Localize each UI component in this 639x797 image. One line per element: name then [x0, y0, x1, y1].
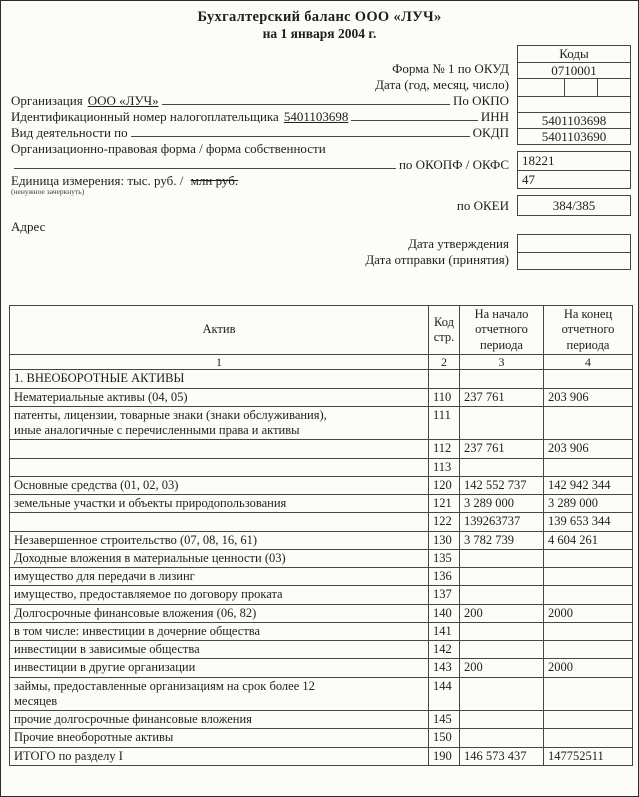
row-begin-value: [460, 370, 544, 388]
row-end-value: 139 653 344: [544, 513, 633, 531]
okdp-code-cell: [518, 128, 630, 144]
table-row: [10, 568, 633, 586]
table-row: [10, 747, 633, 765]
row-name: Доходные вложения в материальные ценности (03): [14, 550, 286, 565]
column-number-1: 1: [10, 354, 429, 370]
row-begin-value: [460, 586, 544, 604]
okfs-code-cell: [518, 170, 630, 188]
activity-label: Вид деятельности по: [11, 125, 128, 140]
unit-label: Единица измерения: тыс. руб. /: [11, 173, 184, 188]
row-end-value: [544, 641, 633, 659]
row-begin-value: 142 552 737: [460, 476, 544, 494]
form-number-line: [11, 61, 509, 76]
row-begin-value: 237 761: [460, 440, 544, 458]
asset-table-body: [10, 370, 633, 766]
code-column-header: Код стр.: [429, 306, 460, 355]
asset-column-header: Актив: [10, 306, 429, 355]
row-end-value: [544, 729, 633, 747]
date-year-cell: [518, 79, 565, 96]
table-row: [10, 406, 633, 440]
balance-table: [9, 305, 633, 766]
row-name: инвестиции в зависимые общества: [14, 642, 200, 657]
okpo-label: По ОКПО: [453, 93, 509, 108]
row-name: земельные участки и объекты природопользования: [14, 496, 287, 511]
okdp-label: ОКДП: [472, 125, 509, 140]
row-end-value: [544, 406, 633, 440]
row-code: 142: [429, 641, 460, 659]
row-name: имущество для передачи в лизинг: [14, 569, 195, 584]
inn-line: [11, 109, 509, 124]
sending-date-cell: [518, 252, 630, 269]
inn-code-value: 5401103698: [541, 112, 607, 128]
inn-code-cell: [518, 112, 630, 128]
row-end-value: 3 289 000: [544, 495, 633, 513]
row-begin-value: [460, 677, 544, 711]
okei-code-value: 384/385: [552, 197, 596, 213]
row-name-cell: [10, 406, 429, 440]
codes-box-dates: [517, 234, 631, 270]
end-column-header: На конец отчетного периода: [544, 306, 633, 355]
row-end-value: [544, 586, 633, 604]
row-name: 1. ВНЕОБОРОТНЫЕ АКТИВЫ: [14, 371, 185, 386]
row-begin-value: 146 573 437: [460, 747, 544, 765]
row-begin-value: [460, 568, 544, 586]
okopf-label: по ОКОПФ / ОКФС: [398, 157, 509, 172]
okei-label: по ОКЕИ: [456, 198, 509, 213]
row-begin-value: [460, 406, 544, 440]
inn-value: 5401103698: [283, 109, 349, 124]
row-name-cell: [10, 677, 429, 711]
underline-fill: [131, 136, 470, 137]
row-end-value: 2000: [544, 659, 633, 677]
table-row: [10, 659, 633, 677]
table-row: [10, 586, 633, 604]
table-row: [10, 729, 633, 747]
row-begin-value: 200: [460, 604, 544, 622]
approval-date-line: [11, 236, 509, 251]
row-code: [429, 370, 460, 388]
legal-form-label: Организационно-правовая форма / форма собственности: [11, 141, 326, 156]
row-name-cell: [10, 388, 429, 406]
row-code: 135: [429, 549, 460, 567]
date-day-cell: [598, 79, 630, 96]
table-row: [10, 549, 633, 567]
row-end-value: [544, 622, 633, 640]
codes-box-okei: [517, 195, 631, 216]
organization-line: [11, 93, 509, 108]
column-number-4: 4: [544, 354, 633, 370]
okopf-code-value: 18221: [522, 153, 555, 168]
row-code: 122: [429, 513, 460, 531]
row-name-cell: [10, 659, 429, 677]
row-begin-value: [460, 622, 544, 640]
codes-box-okopf: [517, 151, 631, 189]
date-code-cells: [518, 78, 630, 96]
table-row: [10, 495, 633, 513]
row-name-cell: [10, 370, 429, 388]
row-begin-value: [460, 549, 544, 567]
table-row: [10, 513, 633, 531]
table-header-row: [10, 306, 633, 355]
table-row: [10, 604, 633, 622]
row-code: 136: [429, 568, 460, 586]
approval-date-cell: [518, 235, 630, 252]
table-row: [10, 677, 633, 711]
unit-note-line: [11, 188, 509, 196]
row-name-cell: [10, 458, 429, 476]
row-begin-value: [460, 711, 544, 729]
okdp-code-value: 5401103690: [541, 128, 607, 144]
row-begin-value: [460, 458, 544, 476]
row-begin-value: 237 761: [460, 388, 544, 406]
row-name: имущество, предоставляемое по договору проката: [14, 587, 283, 602]
row-name-cell: [10, 531, 429, 549]
row-end-value: [544, 370, 633, 388]
row-name: Основные средства (01, 02, 03): [14, 477, 179, 492]
row-end-value: 203 906: [544, 440, 633, 458]
row-code: 130: [429, 531, 460, 549]
sending-date-label: Дата отправки (принятия): [365, 252, 509, 267]
row-code: 121: [429, 495, 460, 513]
activity-line: [11, 125, 509, 140]
date-line: [11, 77, 509, 92]
approval-date-label: Дата утверждения: [408, 236, 509, 251]
table-row: [10, 531, 633, 549]
row-end-value: 147752511: [544, 747, 633, 765]
okopf-line: [11, 157, 509, 172]
row-end-value: [544, 711, 633, 729]
row-code: 145: [429, 711, 460, 729]
row-code: 112: [429, 440, 460, 458]
table-row: [10, 440, 633, 458]
row-code: 190: [429, 747, 460, 765]
row-begin-value: 3 782 739: [460, 531, 544, 549]
row-begin-value: 200: [460, 659, 544, 677]
row-code: 141: [429, 622, 460, 640]
row-end-value: 2000: [544, 604, 633, 622]
row-code: 144: [429, 677, 460, 711]
unit-line: [11, 173, 509, 188]
row-end-value: [544, 549, 633, 567]
column-number-2: 2: [429, 354, 460, 370]
date-month-cell: [565, 79, 598, 96]
column-number-3: 3: [460, 354, 544, 370]
table-row: [10, 641, 633, 659]
row-begin-value: [460, 729, 544, 747]
row-begin-value: 139263737: [460, 513, 544, 531]
codes-header-label: Коды: [559, 46, 589, 61]
codes-header-cell: [518, 46, 630, 62]
okei-code-cell: [518, 196, 630, 215]
row-code: 111: [429, 406, 460, 440]
row-name: прочие долгосрочные финансовые вложения: [14, 712, 252, 727]
row-code: 150: [429, 729, 460, 747]
row-name-cell: [10, 513, 429, 531]
underline-fill: [162, 104, 450, 105]
row-name-cell: [10, 729, 429, 747]
date-label: Дата (год, месяц, число): [375, 77, 509, 92]
row-name-cell: [10, 622, 429, 640]
row-end-value: 142 942 344: [544, 476, 633, 494]
organization-label: Организация: [11, 93, 83, 108]
row-code: 140: [429, 604, 460, 622]
row-code: 137: [429, 586, 460, 604]
okud-code-cell: [518, 62, 630, 78]
row-end-value: [544, 568, 633, 586]
row-code: 113: [429, 458, 460, 476]
row-name: Нематериальные активы (04, 05): [14, 389, 188, 404]
row-begin-value: 3 289 000: [460, 495, 544, 513]
legal-form-line: [11, 141, 509, 156]
row-name: ИТОГО по разделу I: [14, 748, 123, 763]
row-end-value: 4 604 261: [544, 531, 633, 549]
begin-column-header: На начало отчетного периода: [460, 306, 544, 355]
table-row: [10, 476, 633, 494]
row-code: 110: [429, 388, 460, 406]
row-name: займы, предоставленные организациям на срок более 12 месяцев: [14, 678, 315, 708]
section-row: [10, 370, 633, 388]
organization-value: ООО «ЛУЧ»: [87, 93, 159, 108]
row-end-value: [544, 458, 633, 476]
row-name-cell: [10, 641, 429, 659]
okopf-code-cell: [518, 152, 630, 170]
inn-label: Идентификационный номер налогоплательщика: [11, 109, 279, 124]
row-name: Незавершенное строительство (07, 08, 16, 61): [14, 532, 258, 547]
table-row: [10, 388, 633, 406]
underline-fill: [14, 168, 396, 169]
unit-note: (ненужное зачеркнуть): [11, 187, 85, 196]
row-name-cell: [10, 568, 429, 586]
row-end-value: [544, 677, 633, 711]
row-code: 143: [429, 659, 460, 677]
table-row: [10, 711, 633, 729]
address-line: [11, 219, 509, 234]
row-name-cell: [10, 747, 429, 765]
row-name: в том числе: инвестиции в дочерние общества: [14, 623, 261, 638]
sending-date-line: [11, 252, 509, 267]
codes-box-main: [517, 45, 631, 145]
row-name: инвестиции в другие организации: [14, 660, 196, 675]
row-name-cell: [10, 440, 429, 458]
table-row: [10, 622, 633, 640]
address-label: Адрес: [11, 219, 46, 234]
underline-fill: [351, 120, 477, 121]
okpo-code-cell: [518, 96, 630, 112]
row-name: Долгосрочные финансовые вложения (06, 82): [14, 605, 257, 620]
page-subtitle: на 1 января 2004 г.: [262, 26, 377, 41]
row-name-cell: [10, 549, 429, 567]
row-name: патенты, лицензии, товарные знаки (знаки обслуживания), иные аналогичные с перечисленными права и активы: [14, 407, 327, 438]
form-number-label: Форма № 1 по ОКУД: [392, 61, 509, 76]
row-name-cell: [10, 586, 429, 604]
unit-struck-value: млн руб.: [190, 173, 239, 188]
column-number-row: [10, 354, 633, 370]
row-name-cell: [10, 495, 429, 513]
row-begin-value: [460, 641, 544, 659]
inn-code-label: ИНН: [480, 109, 509, 124]
row-name-cell: [10, 604, 429, 622]
okud-code-value: 0710001: [551, 62, 597, 78]
page-title: Бухгалтерский баланс ООО «ЛУЧ»: [197, 9, 442, 25]
okei-line: [11, 198, 509, 213]
row-name-cell: [10, 711, 429, 729]
row-name-cell: [10, 476, 429, 494]
table-row: [10, 458, 633, 476]
row-name: Прочие внеоборотные активы: [14, 730, 174, 745]
okfs-code-value: 47: [522, 171, 535, 187]
row-code: 120: [429, 476, 460, 494]
row-end-value: 203 906: [544, 388, 633, 406]
